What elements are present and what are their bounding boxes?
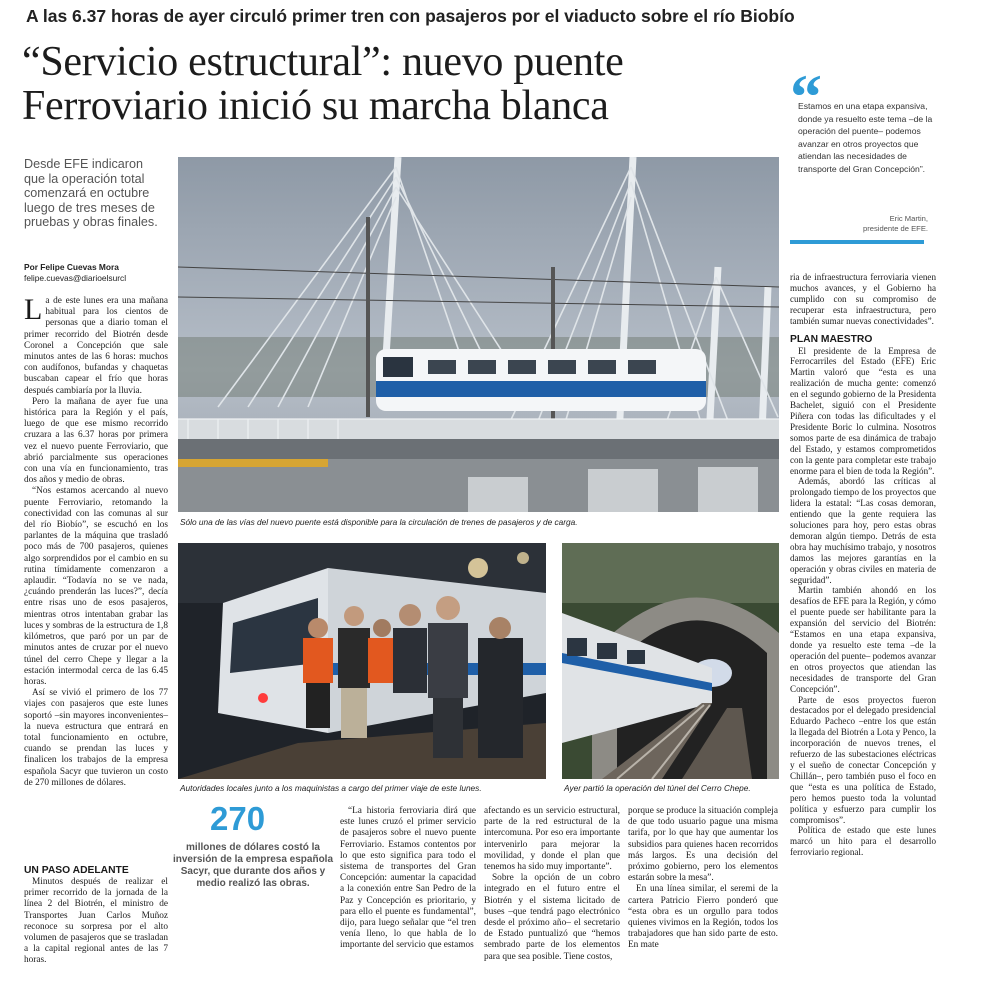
headline-line-2: Ferroviario inició su marcha blanca [22,83,609,129]
byline-email: felipe.cuevas@diarioelsurcl [24,273,127,283]
headline-line-1: “Servicio estructural”: nuevo puente [22,39,624,85]
tunnel-photo [562,543,779,779]
paragraph: Política de estado que este lunes marcó un hito para el desarrollo ferroviario regional. [790,825,936,858]
officials-photo [178,543,546,779]
caption-main: Sólo una de las vías del nuevo puente está disponible para la circulación de trenes de pasajeros y de carga. [180,517,578,527]
quote-divider [790,240,924,244]
subhead: UN PASO ADELANTE [24,865,129,876]
bridge-illustration [178,157,779,512]
article-column-4 [484,806,620,986]
headline [22,40,782,128]
paragraph: El presidente de la Empresa de Ferrocarriles del Estado (EFE) Eric Martin valoró que “esta es una realización de mucha gente: comenzó en el segundo gobierno de la Presidenta Bachelet, siguió con el Presidente Piñera con todas las dificultades y el Presidente Boric lo culmina. Nosotros somos parte de esa dinámica de trabajo del Estado, y estamos comprometidos con la gente para completar este trabajo enorme para el bien de toda la Región”. [790,345,936,476]
paragraph: porque se produce la situación compleja de que todo usuario pague una misma tarifa, por lo que hay que aumentar los subsidios para quienes hacen recorridos más largos. Es una decisión del próximo gobierno, pero los elementos estarán sobre la mesa”. [628,806,778,884]
kicker: A las 6.37 horas de ayer circuló primer tren con pasajeros por el viaducto sobre el río Biobío [26,6,795,26]
article-column-5 [628,806,778,986]
pull-quote [790,61,936,248]
paragraph: Parte de esos proyectos fueron destacados por el delegado presidencial Eduardo Pacheco –entre los que están la llegada del Biotrén a Lota y Penco, la incorporación de nuevos trenes, el refuerzo de las subestaciones eléctricas y el sueño de conectar Concepción y Chillán–, pero también puso el foco en que “esta es una política de Estado, pero hemos puesto toda la voluntad política y esfuerzo para cumplir los compromisos”. [790,694,936,825]
paragraph: “Nos estamos acercando al nuevo puente Ferroviario, retomando la conectividad con las comunas al sur del río Biobío”, se escuchó en los parlantes de la máquina que trasladó poco más de 700 pasajeros, quienes algo sorprendidos por el cambio en su rutina tímidamente comenzaron a aplaudir. “Todavía no se ve nada, ¿cuándo prenderán las luces?”, decía entre risas uno de esos pasajeros, mientras otros intentaban grabar las luces y sombras de la estructura de 1,8 kilómetros, que paró por un par de minutos antes de cruzar por el nuevo túnel del cerro Chepe y llegar a la estación intermodal cerca de las 6.45 horas. [24,486,168,687]
quote-text: Estamos en una etapa expansiva, donde ya resuelto este tema –de la operación del puente– podemos avanzar en otros proyectos que atiendan las necesidades de transporte del Gran Concepción”. [798,101,933,174]
dropcap: L [24,293,43,326]
stat-number: 270 [210,800,266,837]
paragraph: afectando es un servicio estructural, parte de la red estructural de la intercomuna. Por eso era importante intervenirlo para mejorar la movilidad, y donde el plan que tenemos ha sido muy importante”. [484,806,620,873]
paragraph: Minutos después de realizar el primer recorrido de la jornada de la línea 2 del Biotrén, el ministro de Transportes Juan Carlos Muñoz reconoce su sorpresa por el alto volumen de pasajeros que se trasladan a la capital regional antes de las 7 horas. [24,877,168,966]
paragraph: En una línea similar, el seremi de la cartera Patricio Fierro ponderó que “esta obra es un orgullo para todos quienes vivimos en la Región, todos los trabajadores que han sido parte de esto. En mate [628,884,778,951]
paragraph: La de este lunes era una mañana habitual para los cientos de personas que a diario toman el primer recorrido del Biotrén desde Coronel a Concepción que sale minutos antes de las 6 horas: muchos con audífonos, bufandas y chaquetas buscaban capear el frío que horas después cambiaría por la lluvia. [24,293,168,396]
article-column-6 [790,272,936,988]
paragraph: Sobre la opción de un cobro integrado en el futuro entre el Biotrén y el sistema licitado de buses –que tendrá pago electrónico desde el próximo año– el secretario de Estado puntualizó que “hemos sembrado parte de los elementos para que sea posible. Tiene costos, [484,873,620,962]
paragraph: Pero la mañana de ayer fue una histórica para la Región y el país, luego de que ese mismo recorrido cruzara a las 6.37 horas por primera vez el nuevo puente Ferroviario, que abrió parcialmente sus operaciones con una vía en funcionamiento, tras dos años y medio de obras. [24,396,168,486]
caption-officials: Autoridades locales junto a los maquinistas a cargo del primer viaje de este lunes. [180,783,482,793]
quote-author-role: presidente de EFE. [862,223,928,233]
stat-text: millones de dólares costó la inversión de la empresa española Sacyr, que durante dos años y medio realizó las obras. [172,842,334,889]
quote-mark-icon: “ [790,61,822,132]
quote-author [863,214,928,233]
paragraph: Martin también ahondó en los desafíos de EFE para la Región, y cómo el puente puede ser habilitante para la expansión del servicio del Biotrén: “Estamos en una etapa expansiva, donde ya resuelto este tema –de la operación del puente– podemos avanzar en otros proyectos que atiendan las necesidades de transporte del Gran Concepción”. [790,585,936,694]
article-column-1-bottom [24,862,168,987]
paragraph: ria de infraestructura ferroviaria vienen muchos avances, y el Gobierno ha cumplido con su compromiso de recuperar esta infraestructura, pero también sumar nuevas conectividades”. [790,272,936,326]
article-column-3 [340,806,476,986]
tunnel-illustration [562,543,779,779]
paragraph: Además, abordó las críticas al prolongado tiempo de los proyectos que lidera la estatal: “Las cosas demoran, entiendo que la gente requiera las soluciones para hoy, pero estas obras demoran algún tiempo. Detrás de esta obra hay muchísimo trabajo, y nosotros damos las mejores garantías en la operación y obras civiles en materia de seguridad”. [790,476,936,585]
byline-name: Por Felipe Cuevas Mora [24,262,119,272]
byline [24,262,174,284]
officials-illustration [178,543,546,779]
deck: Desde EFE indicaron que la operación total comenzará en octubre luego de tres meses de pruebas y obras finales. [24,157,158,230]
quote-author-name: Eric Martin, [889,214,928,223]
subhead: PLAN MAESTRO [790,333,873,345]
caption-tunnel: Ayer partió la operación del túnel del Cerro Chepe. [564,783,751,793]
paragraph: Así se vivió el primero de los 77 viajes con pasajeros que este lunes soportó –sin mayores inconvenientes– la nueva estructura que entrará en total funcionamiento en octubre, cuando se prendan las luces y finalicen los trabajos de la empresa española Sacyr que tuvieron un costo de 270 millones de dólares. [24,688,168,788]
paragraph: “La historia ferroviaria dirá que este lunes cruzó el primer servicio de pasajeros sobre el nuevo puente Ferroviario. Estamos contentos por lo que esto significa para todo el sistema de transportes del Gran Concepción: aumentar la capacidad a la conexión entre San Pedro de la Paz y Concepción es prioritario, y para ello el puente es fundamental”, dijo, para luego señalar que “el tren venía lleno, lo que habla de lo importante del servicio que estamos [340,806,476,951]
bridge-photo [178,157,779,512]
article-column-1 [24,293,168,796]
